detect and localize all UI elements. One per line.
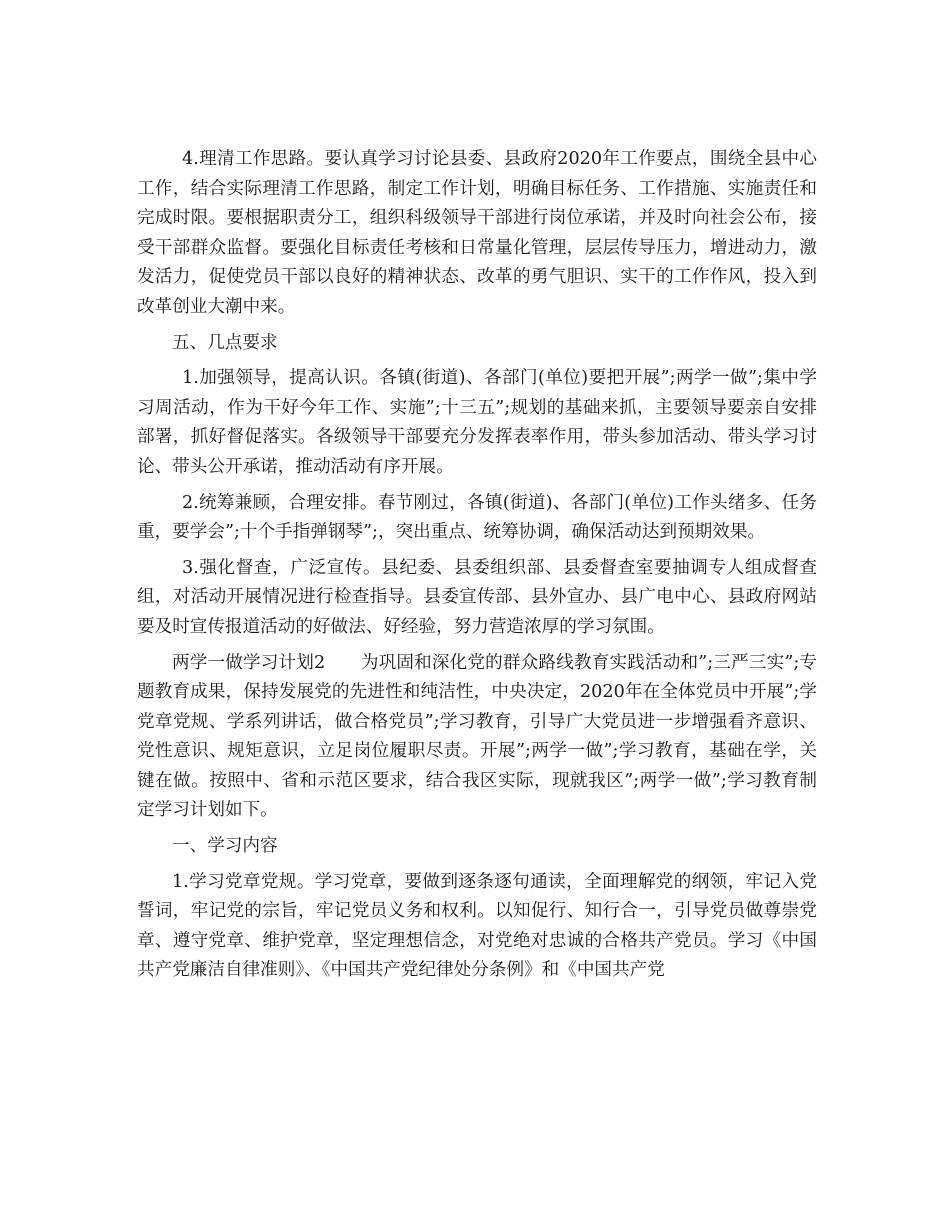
paragraph-work-ideas: 4.理清工作思路。要认真学习讨论县委、县政府2020年工作要点，围绕全县中心工作，结合实际理清工作思路，制定工作计划，明确目标任务、工作措施、实施责任和完成时限。要根据职责分工，组织科级领导干部进行岗位承诺，并及时向社会公布，接受干部群众监督。要强化目标责任考核和日常量化管理，层层传导压力，增进动力，激发活力，促使党员干部以良好的精神状态、改革的勇气胆识、实干的工作作风，投入到改革创业大潮中来。: [137, 149, 817, 317]
paragraph-party-constitution: 1.学习党章党规。学习党章，要做到逐条逐句通读，全面理解党的纲领，牢记入党誓词，牢记党的宗旨，牢记党员义务和权利。以知促行、知行合一，引导党员做尊崇党章、遵守党章、维护党章，坚定理想信念，对党绝对忠诚的合格共产党员。学习《中国共产党廉洁自律准则》、《中国共产党纪律处分条例》和《中国共产党: [137, 871, 817, 981]
paragraph-supervision: 3.强化督查，广泛宣传。县纪委、县委组织部、县委督查室要抽调专人组成督查组，对活动开展情况进行检查指导。县委宣传部、县外宣办、县广电中心、县政府网站要及时宣传报道活动的好做法、好经验，努力营造浓厚的学习氛围。: [137, 557, 817, 637]
document-page: [137, 145, 817, 992]
paragraph-leadership: 1.加强领导，提高认识。各镇(街道)、各部门(单位)要把开展”;两学一做”;集中学习周活动，作为干好今年工作、实施”;十三五”;规划的基础来抓，主要领导要亲自安排部署，抓好督促落实。各级领导干部要充分发挥表率作用，带头参加活动、带头学习讨论、带头公开承诺，推动活动有序开展。: [137, 368, 817, 477]
paragraph-coordination: 2.统筹兼顾，合理安排。春节刚过，各镇(街道)、各部门(单位)工作头绪多、任务重，要学会”;十个手指弹钢琴”;，突出重点、统筹协调，确保活动达到预期效果。: [137, 492, 817, 543]
section-heading-requirements: 五、几点要求: [172, 332, 278, 353]
paragraph-study-plan-intro: 两学一做学习计划2 为巩固和深化党的群众路线教育实践活动和”;三严三实”;专题教育成果，保持发展党的先进性和纯洁性，中央决定，2020年在全体党员中开展”;学党章党规、学系列讲话，做合格党员”;学习教育，引导广大党员进一步增强看齐意识、党性意识、规矩意识，立足岗位履职尽责。开展”;两学一做”;学习教育，基础在学，关键在做。按照中、省和示范区要求，结合我区实际，现就我区”;两学一做”;学习教育制定学习计划如下。: [137, 652, 817, 821]
section-heading-study-content: 一、学习内容: [172, 836, 278, 857]
